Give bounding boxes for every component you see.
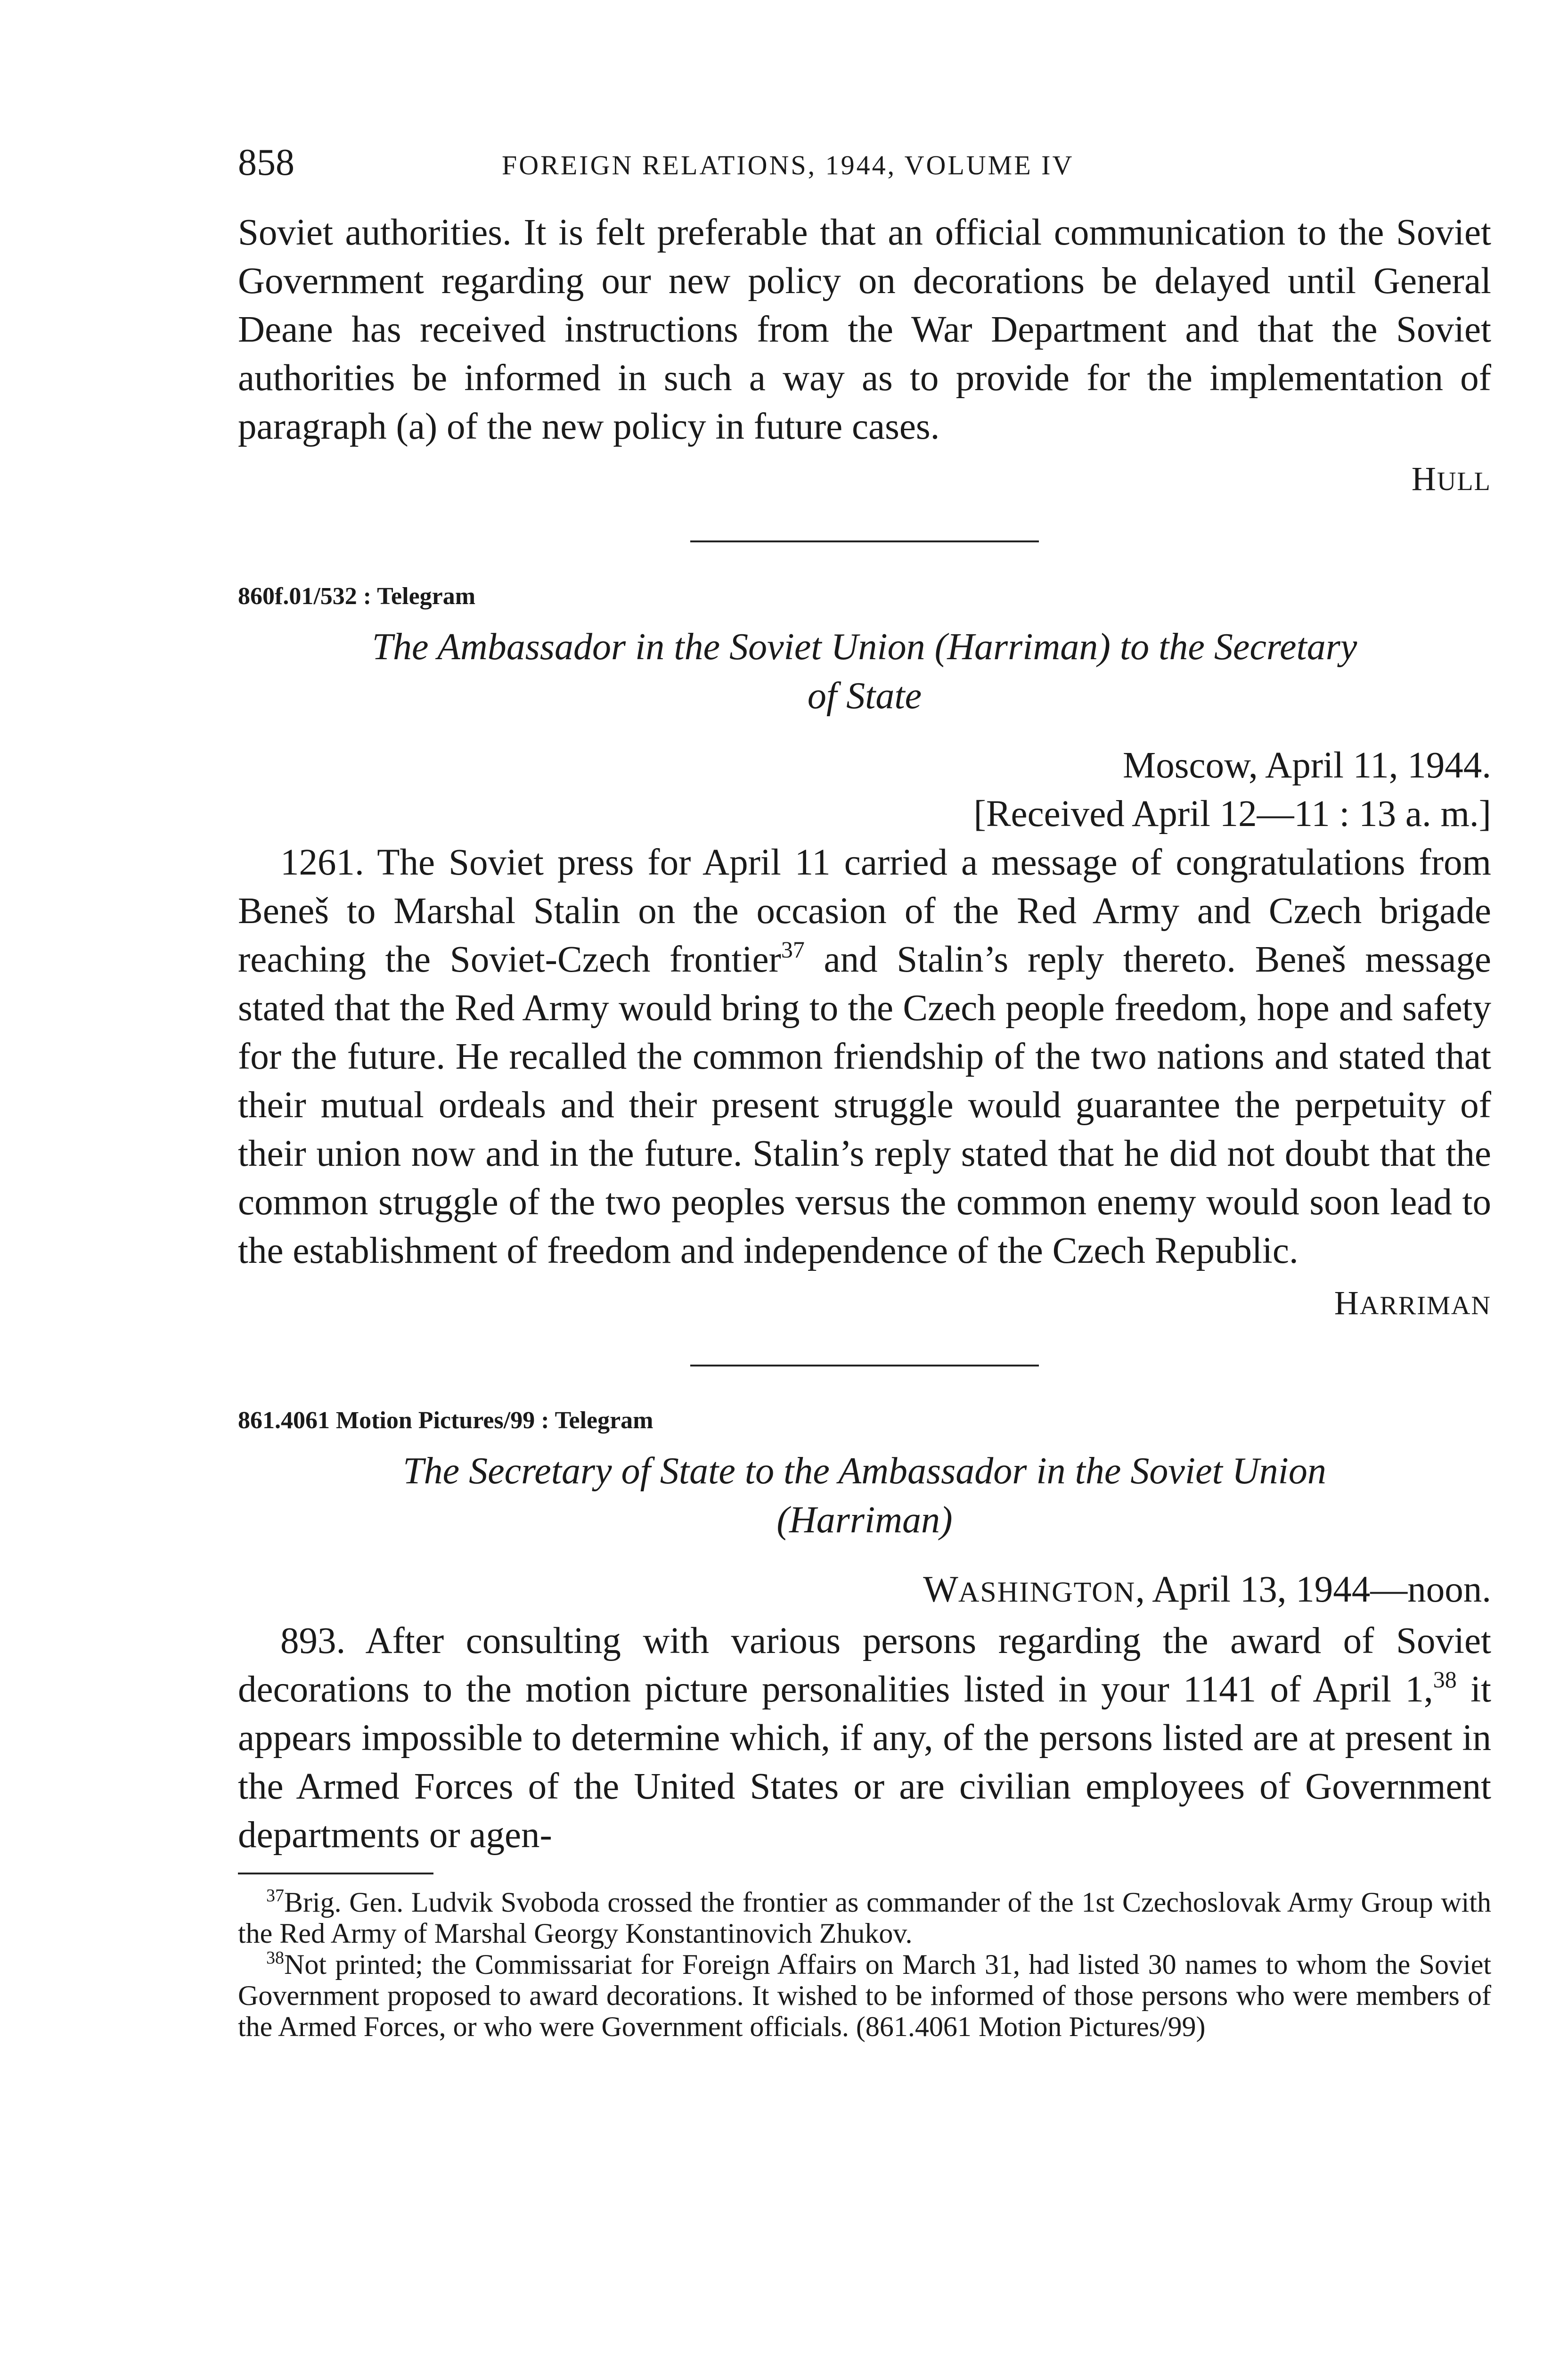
document-heading <box>257 622 1472 720</box>
signature-initial: H <box>1334 1284 1360 1322</box>
dateline-date: , April 13, 1944—noon. <box>1135 1569 1491 1610</box>
heading-line: The Ambassador in the Soviet Union (Harriman) to the Secretary <box>372 626 1357 668</box>
signature-hull <box>238 453 1491 507</box>
document-heading <box>257 1447 1472 1545</box>
signature-smallcaps: ARRIMAN <box>1359 1291 1491 1320</box>
telegram-paragraph <box>238 838 1491 1275</box>
dateline: Moscow, April 11, 1944. <box>1123 745 1491 786</box>
received-line: [Received April 12—11 : 13 a. m.] <box>973 794 1491 834</box>
telegram-paragraph <box>238 1617 1491 1859</box>
footnote-ref: 38 <box>1433 1666 1457 1693</box>
continuation-paragraph: Soviet authorities. It is felt preferable that an official communication to the Soviet Government regarding our new policy on decorations be delayed until General Deane has received instructions from the War Department and that the Soviet authorities be informed in such a way as to provide for the implementation of paragraph (a) of the new policy in future cases. <box>238 212 1491 447</box>
signature-initial: H <box>1411 460 1437 498</box>
signature-smallcaps: ULL <box>1437 467 1491 496</box>
footnote-number: 37 <box>266 1886 284 1906</box>
paragraph-text: 893. After consulting with various persons regarding the award of Soviet decorations to the motion picture personalities listed in your 1141 of April 1, <box>238 1620 1491 1710</box>
file-reference: 861.4061 Motion Pictures/99 : Telegram <box>238 1407 653 1434</box>
dateline-place-initial: W <box>923 1569 958 1610</box>
footnote-ref: 37 <box>781 936 805 963</box>
document-page <box>238 137 1491 2042</box>
running-title: FOREIGN RELATIONS, 1944, VOLUME IV <box>502 150 1074 180</box>
footnote <box>238 1887 1491 1949</box>
footnote-text: Brig. Gen. Ludvik Svoboda crossed the frontier as commander of the 1st Czechoslovak Army Group with the Red Army of Marshal Georgy Konstantinovich Zhukov. <box>238 1887 1491 1949</box>
section-divider <box>690 1365 1039 1366</box>
paragraph-text: 1261. The Soviet press for April 11 carried a message of congratulations from Beneš to Marshal Stalin on the occasion of the Red Army and Czech brigade reaching the Soviet-Czech frontier <box>238 842 1491 980</box>
heading-line: of State <box>807 675 922 717</box>
page-number: 858 <box>238 142 294 183</box>
footnote <box>238 1949 1491 2042</box>
dateline <box>238 1565 1491 1617</box>
heading-line: (Harriman) <box>776 1499 953 1541</box>
footnote-divider <box>238 1873 433 1874</box>
footnote-number: 38 <box>266 1948 284 1968</box>
section-divider <box>690 540 1039 542</box>
running-header <box>238 137 1491 188</box>
file-reference: 860f.01/532 : Telegram <box>238 583 476 610</box>
footnote-text: Not printed; the Commissariat for Foreign Affairs on March 31, had listed 30 names to whom the Soviet Government proposed to award decorations. It wished to be informed of those persons who were members of the Armed Forces, or who were Government officials. (861.4061 Motion Pictures/99) <box>238 1949 1491 2042</box>
paragraph-text: and Stalin’s reply thereto. Beneš message stated that the Red Army would bring to the Czech people freedom, hope and safety for the future. He recalled the common friendship of the two nations and stated that their mutual ordeals and their present struggle would guarantee the perpetuity of their union now and in the future. Stalin’s reply stated that he did not doubt that the common struggle of the two peoples versus the common enemy would soon lead to the establishment of freedom and independence of the Czech Republic. <box>238 939 1491 1271</box>
dateline-place-smallcaps: ASHINGTON <box>958 1576 1136 1608</box>
heading-line: The Secretary of State to the Ambassador in the Soviet Union <box>403 1450 1326 1492</box>
paragraph-text: it appears impossible to determine which, if any, of the persons listed are at present in the Armed Forces of the United States or are civilian employees of Government departments or agen- <box>238 1669 1492 1856</box>
signature-harriman <box>238 1277 1491 1332</box>
